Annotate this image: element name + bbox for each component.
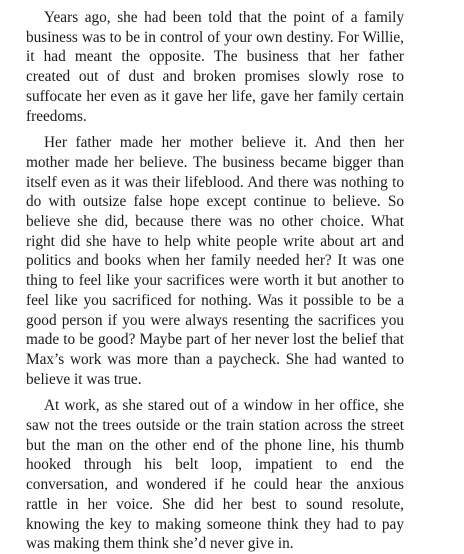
paragraph-3: At work, as she stared out of a window in her office, she saw not the trees outside or the train station across the street but the man on the other end of the phone line, his thumb hooked through his belt loop, impatient to end the conversation, and wondered if he could hear the anxious rattle in her voice. She did her best to sound resolute, knowing the key to making someone think they had to pay was making them think she’d never give in.: [26, 397, 404, 553]
paragraph-1: Years ago, she had been told that the point of a family business was to be in control of your own destiny. For Willie, it had meant the opposite. The business that her father created out of dust and broken promises slowly rose to suffocate her even as it gave her life, gave her family certain freedoms.: [26, 9, 404, 125]
paragraph-2: Her father made her mother believe it. And then her mother made her believe. The business became bigger than itself even as it was their lifeblood. And there was nothing to do with outsize false hope except continue to believe. So believe she did, because there was no other choice. What right did she have to help white people write about art and politics and books when her family needed her? It was one thing to feel like your sacrifices were worth it but another to feel like you sacrificed for nothing. Was it possible to be a good person if you were always resenting the sacrifices you made to be good? Maybe part of her never lost the belief that Max’s work was more than a paycheck. She had wanted to believe it was true.: [26, 134, 404, 388]
